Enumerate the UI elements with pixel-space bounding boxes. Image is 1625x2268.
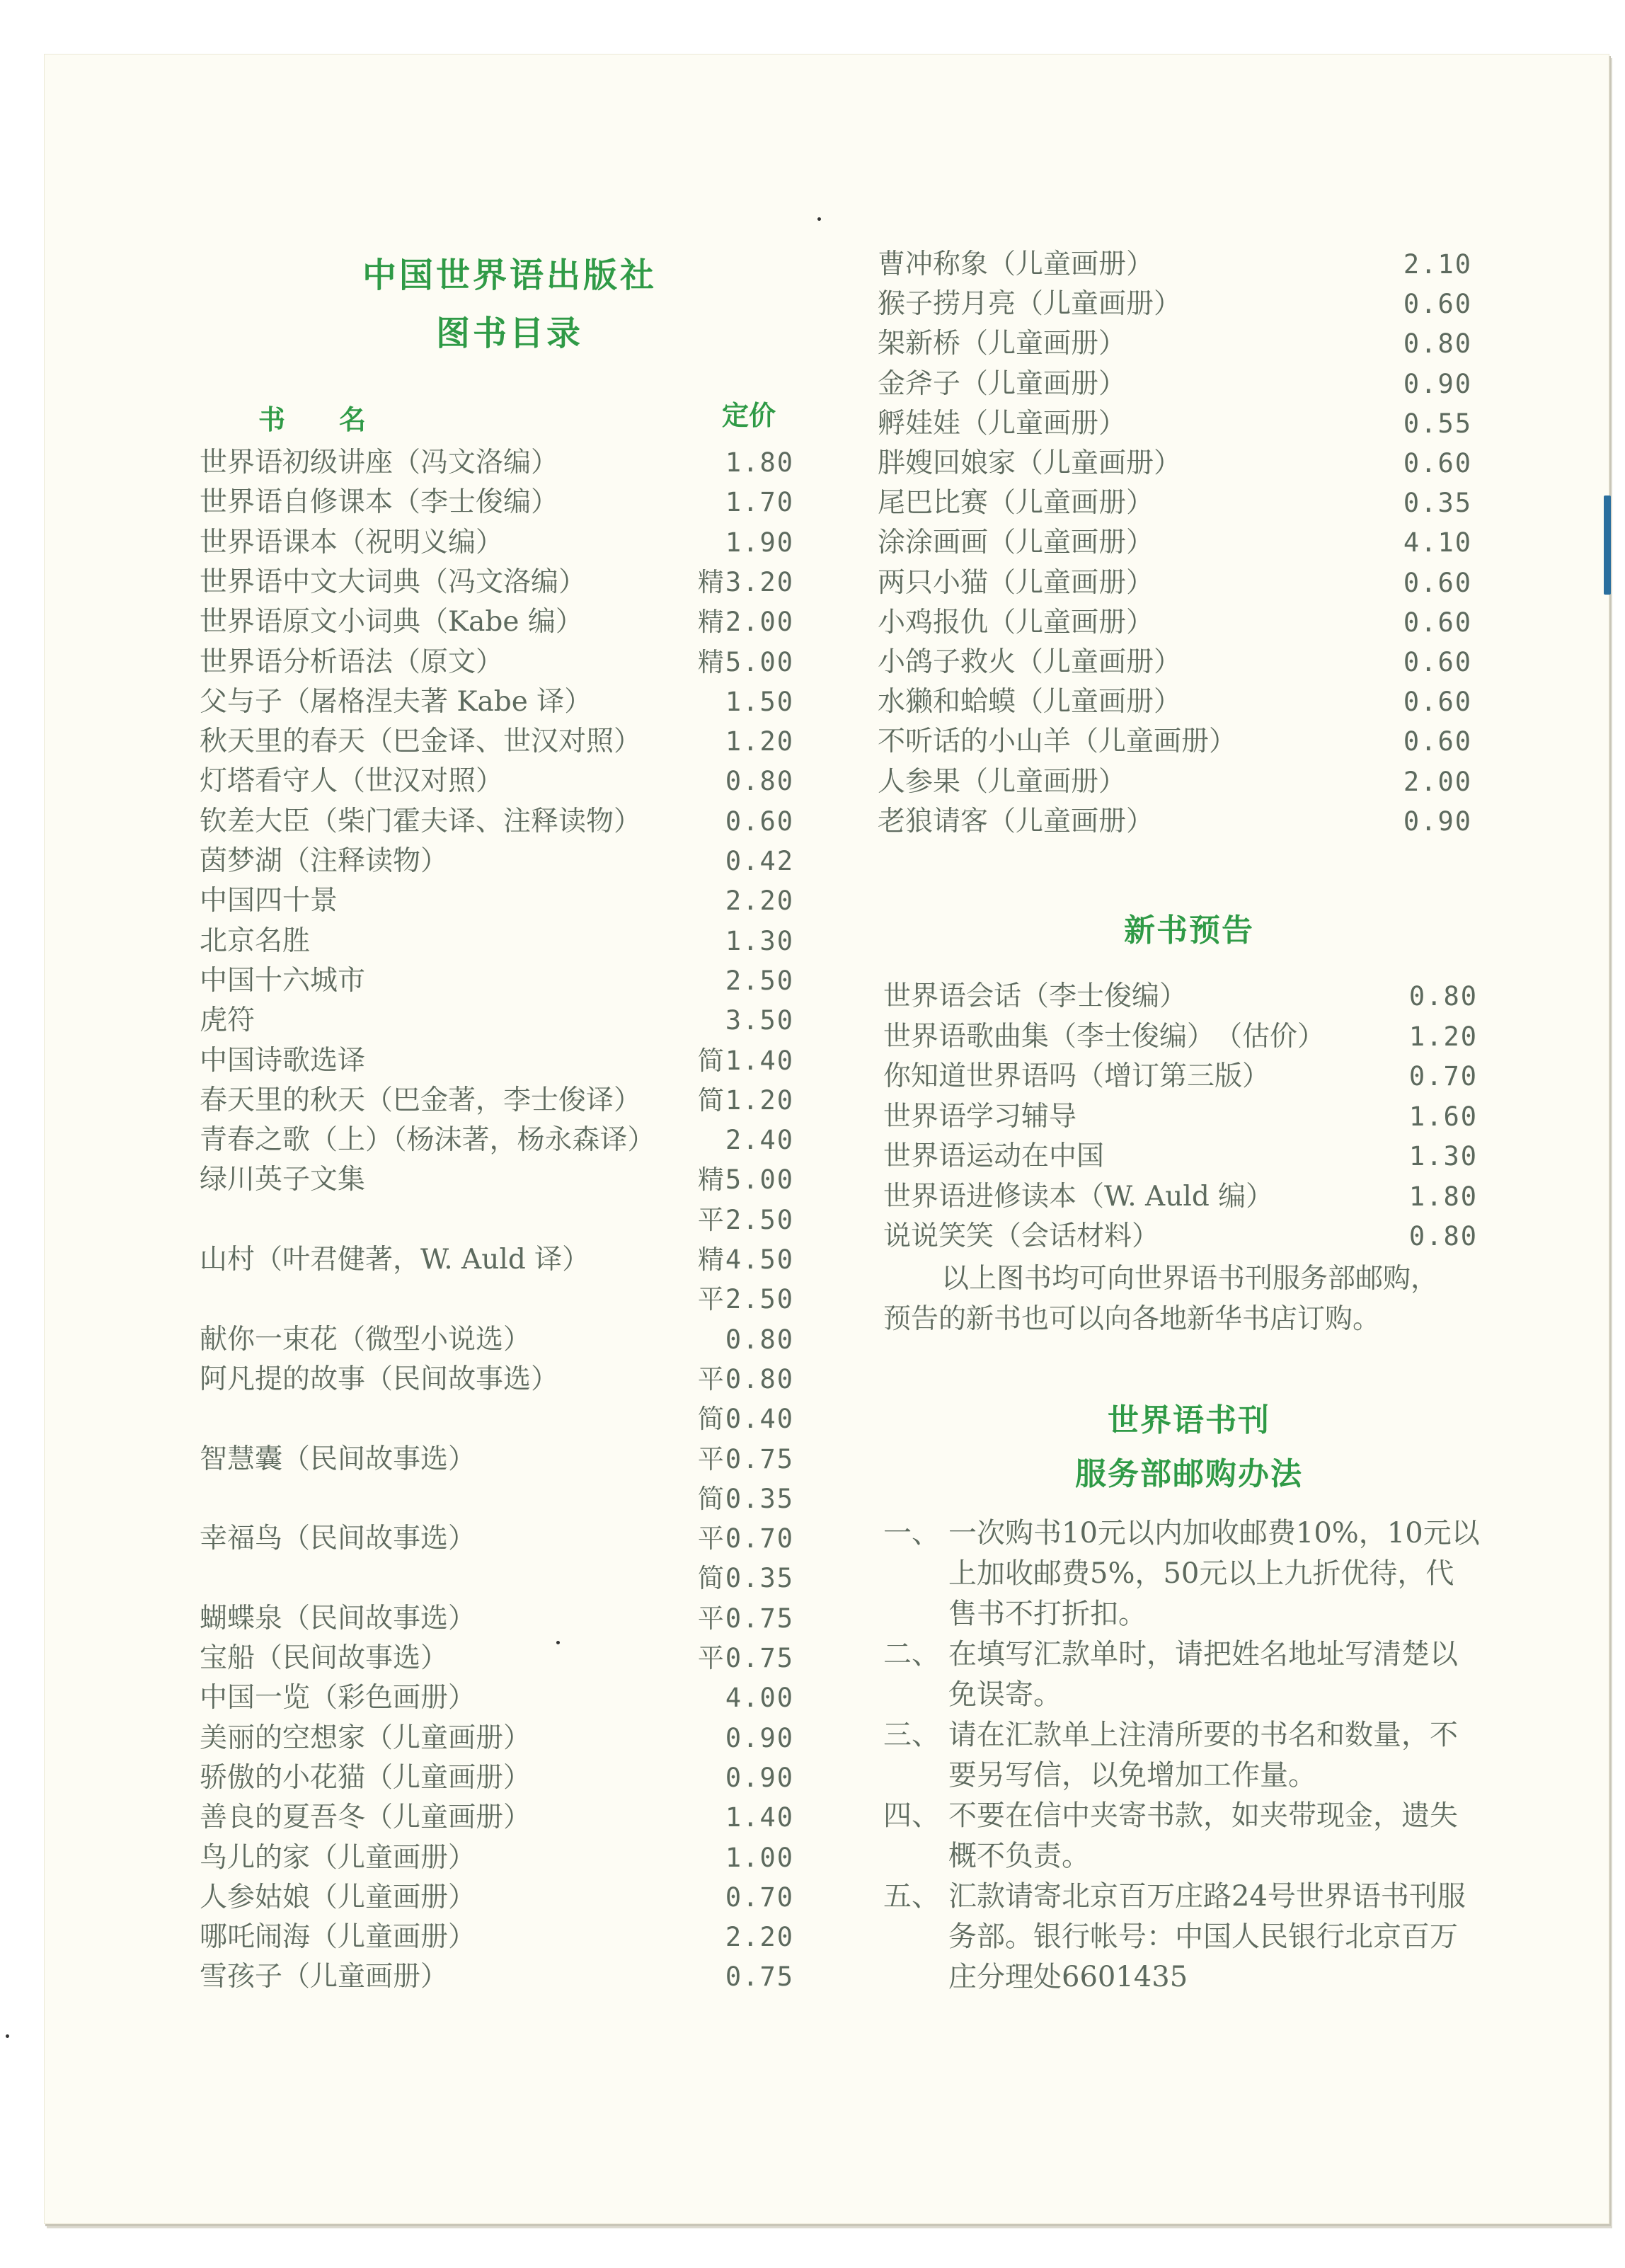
book-row <box>200 881 794 921</box>
book-price: 简0.35 <box>697 1563 794 1594</box>
book-price: 4.10 <box>1403 527 1472 559</box>
rule-number: 二、 <box>883 1638 940 1671</box>
book-title: 灯塔看守人（世汉对照） <box>200 765 504 798</box>
rule-text <box>948 1513 1493 1634</box>
book-price: 精2.00 <box>697 607 794 638</box>
mailorder-rule <box>883 1513 1506 1634</box>
rule-text <box>948 1877 1493 1998</box>
book-price: 4.00 <box>725 1683 794 1714</box>
book-row <box>878 483 1472 523</box>
book-price: 1.00 <box>725 1842 794 1873</box>
book-title: 金斧子（儿童画册） <box>878 367 1127 400</box>
book-title: 钦差大臣（柴门霍夫译、注释读物） <box>200 805 642 837</box>
book-price: 0.80 <box>1408 981 1478 1012</box>
rule-text-line: 不要在信中夹寄书款，如夹带现金，遗失 <box>948 1799 1458 1832</box>
preview-note-line: 预告的新书也可以向各地新华书店订购。 <box>883 1303 1381 1335</box>
book-row <box>878 404 1472 444</box>
book-title: 胖嫂回娘家（儿童画册） <box>878 447 1182 479</box>
book-row <box>878 245 1472 285</box>
book-row <box>200 1001 794 1041</box>
book-row <box>883 1097 1478 1137</box>
book-price: 1.80 <box>1408 1181 1478 1212</box>
book-row <box>200 1758 794 1798</box>
book-title: 中国四十景 <box>200 885 338 917</box>
book-title: 你知道世界语吗（增订第三版） <box>883 1060 1270 1092</box>
book-row <box>200 523 794 563</box>
book-price: 平0.80 <box>697 1363 794 1394</box>
book-price: 精3.20 <box>697 566 794 597</box>
book-title: 尾巴比赛（儿童画册） <box>878 487 1154 520</box>
ink-speck <box>817 217 821 221</box>
book-row <box>200 1320 794 1360</box>
book-price: 0.60 <box>1403 647 1472 677</box>
book-price: 1.90 <box>725 527 794 558</box>
book-title: 老狼请客（儿童画册） <box>878 805 1154 837</box>
book-row <box>200 1559 794 1598</box>
book-title: 中国诗歌选译 <box>200 1044 366 1077</box>
book-title: 春天里的秋天（巴金著，李士俊译） <box>200 1084 642 1116</box>
book-row <box>200 1121 794 1160</box>
book-title: 北京名胜 <box>200 924 311 957</box>
book-price: 0.90 <box>725 1722 794 1753</box>
rule-text-line: 汇款请寄北京百万庄路24号世界语书刊服 <box>948 1880 1466 1913</box>
book-price: 3.50 <box>725 1005 794 1036</box>
rule-text-line: 上加收邮费5%，50元以上九折优待，代 <box>948 1557 1454 1590</box>
book-title: 中国一览（彩色画册） <box>200 1682 476 1714</box>
book-title: 孵娃娃（儿童画册） <box>878 407 1127 440</box>
preview-note <box>883 1259 1506 1339</box>
column-header-price: 定价 <box>722 400 776 431</box>
book-price: 0.60 <box>1403 289 1472 320</box>
book-price: 2.50 <box>725 965 794 996</box>
book-row <box>200 1519 794 1559</box>
rule-text-line: 售书不打折扣。 <box>948 1598 1147 1630</box>
book-row <box>878 523 1472 563</box>
book-row <box>200 1678 794 1718</box>
book-row <box>878 603 1472 643</box>
book-title: 鸟儿的家（儿童画册） <box>200 1841 476 1874</box>
mailorder-rule <box>883 1796 1506 1877</box>
book-price: 平2.50 <box>697 1204 794 1235</box>
book-title: 青春之歌（上）（杨沫著，杨永森译） <box>200 1124 655 1157</box>
book-price: 1.30 <box>725 925 794 956</box>
book-title: 智慧囊（民间故事选） <box>200 1443 476 1475</box>
book-row <box>878 365 1472 404</box>
book-row <box>200 1838 794 1878</box>
book-price: 简0.35 <box>697 1483 794 1514</box>
book-title: 秋天里的春天（巴金译、世汉对照） <box>200 726 642 758</box>
book-price: 0.80 <box>1403 328 1472 360</box>
book-price: 简0.40 <box>697 1404 794 1435</box>
book-price: 2.20 <box>725 1922 794 1953</box>
rule-text-line: 在填写汇款单时，请把姓名地址写清楚以 <box>948 1638 1458 1671</box>
rule-number: 三、 <box>883 1719 940 1751</box>
book-price: 1.40 <box>725 1802 794 1833</box>
book-row <box>200 1719 794 1758</box>
book-title: 世界语进修读本（W. Auld 编） <box>883 1180 1274 1213</box>
ink-speck <box>6 2034 9 2038</box>
book-title: 猴子捞月亮（儿童画册） <box>878 288 1182 321</box>
book-row <box>200 1878 794 1918</box>
book-title: 世界语中文大词典（冯文洛编） <box>200 566 587 598</box>
column-header-title: 书 名 <box>258 404 367 435</box>
book-row <box>878 324 1472 364</box>
preview-note-line: 以上图书均可向世界语书刊服务部邮购， <box>941 1263 1439 1295</box>
book-price: 1.20 <box>725 726 794 757</box>
mailorder-title: 世界语书刊 <box>1108 1402 1270 1438</box>
book-row <box>200 602 794 642</box>
book-title: 架新桥（儿童画册） <box>878 328 1127 360</box>
book-title: 人参果（儿童画册） <box>878 765 1127 798</box>
book-title: 雪孩子（儿童画册） <box>200 1961 449 1993</box>
book-price: 1.70 <box>725 487 794 518</box>
rule-text <box>948 1715 1493 1796</box>
book-row <box>200 1160 794 1200</box>
book-price: 简1.20 <box>697 1084 794 1116</box>
book-price: 0.75 <box>725 1961 794 1993</box>
book-row <box>878 285 1472 324</box>
book-row <box>878 563 1472 603</box>
book-row <box>200 1957 794 1997</box>
book-title: 人参姑娘（儿童画册） <box>200 1881 476 1913</box>
book-price: 精4.50 <box>697 1244 794 1275</box>
rule-text-line: 一次购书10元以内加收邮费10%，10元以 <box>948 1517 1480 1550</box>
book-row <box>200 961 794 1001</box>
book-title: 父与子（屠格涅夫著 Kabe 译） <box>200 685 592 718</box>
book-title: 献你一束花（微型小说选） <box>200 1323 532 1356</box>
book-price: 平0.75 <box>697 1603 794 1634</box>
book-title: 世界语会话（李士俊编） <box>883 980 1188 1012</box>
book-title: 绿川英子文集 <box>200 1164 366 1196</box>
book-row <box>200 1798 794 1838</box>
book-row <box>200 802 794 842</box>
book-row <box>200 643 794 682</box>
rule-text-line: 务部。银行帐号：中国人民银行北京百万 <box>948 1920 1458 1953</box>
book-title: 涂涂画画（儿童画册） <box>878 527 1154 559</box>
book-row <box>883 1137 1478 1176</box>
book-price: 0.80 <box>1408 1221 1478 1252</box>
rule-text-line: 请在汇款单上注清所要的书名和数量，不 <box>948 1719 1458 1751</box>
book-price: 0.42 <box>725 846 794 876</box>
book-price: 精5.00 <box>697 646 794 677</box>
book-row <box>200 1440 794 1479</box>
book-title: 世界语自修课本（李士俊编） <box>200 486 559 519</box>
book-price: 0.70 <box>725 1882 794 1913</box>
rule-number: 一、 <box>883 1517 940 1550</box>
book-price: 平0.75 <box>697 1443 794 1474</box>
book-row <box>200 1240 794 1280</box>
book-price: 0.90 <box>1403 806 1472 837</box>
book-title: 幸福鸟（民间故事选） <box>200 1523 476 1555</box>
book-title: 哪吒闹海（儿童画册） <box>200 1921 476 1954</box>
rule-number: 五、 <box>883 1880 940 1913</box>
book-title: 曹冲称象（儿童画册） <box>878 248 1154 280</box>
book-price: 平0.70 <box>697 1523 794 1554</box>
book-title: 山村（叶君健著，W. Auld 译） <box>200 1244 590 1276</box>
rule-number: 四、 <box>883 1799 940 1832</box>
rule-text-line: 要另写信，以免增加工作量。 <box>948 1759 1316 1792</box>
book-row <box>883 1177 1478 1217</box>
book-price: 2.00 <box>1403 766 1472 797</box>
book-title: 蝴蝶泉（民间故事选） <box>200 1602 476 1634</box>
book-row <box>200 1639 794 1678</box>
book-price: 0.90 <box>725 1762 794 1793</box>
book-title: 不听话的小山羊（儿童画册） <box>878 726 1237 758</box>
book-price: 1.20 <box>1408 1021 1478 1052</box>
preview-title: 新书预告 <box>1124 912 1254 949</box>
book-title: 世界语歌曲集（李士俊编） （估价） <box>883 1020 1326 1053</box>
catalog-publisher-title: 中国世界语出版社 <box>362 256 657 295</box>
book-title: 世界语运动在中国 <box>883 1140 1105 1172</box>
mailorder-rule <box>883 1877 1506 1998</box>
book-title: 善良的夏吾冬（儿童画册） <box>200 1802 532 1834</box>
book-row <box>883 1057 1478 1096</box>
book-title: 骄傲的小花猫（儿童画册） <box>200 1761 532 1794</box>
book-row <box>878 682 1472 722</box>
book-title: 茵梦湖（注释读物） <box>200 845 449 877</box>
book-price: 0.70 <box>1408 1061 1478 1092</box>
book-row <box>200 842 794 881</box>
book-title: 水獭和蛤蟆（儿童画册） <box>878 686 1182 718</box>
book-title: 两只小猫（儿童画册） <box>878 566 1154 599</box>
book-row <box>200 1918 794 1957</box>
book-price: 0.60 <box>1403 607 1472 638</box>
book-price: 平2.50 <box>697 1284 794 1315</box>
rule-text-line: 庄分理处6601435 <box>948 1961 1188 1993</box>
book-price: 0.60 <box>1403 726 1472 757</box>
book-row <box>200 1081 794 1121</box>
book-title: 美丽的空想家（儿童画册） <box>200 1722 532 1754</box>
book-title: 世界语原文小词典（Kabe 编） <box>200 606 583 638</box>
book-row <box>200 1201 794 1240</box>
book-row <box>878 643 1472 682</box>
rule-text-line: 免误寄。 <box>948 1678 1062 1711</box>
book-price: 0.80 <box>725 1324 794 1355</box>
mailorder-rule <box>883 1634 1506 1715</box>
book-row <box>200 1280 794 1319</box>
book-title: 世界语课本（祝明义编） <box>200 526 504 559</box>
book-row <box>200 1360 794 1399</box>
book-row <box>878 762 1472 802</box>
book-price: 1.80 <box>725 447 794 478</box>
book-price: 0.90 <box>1403 368 1472 399</box>
book-row <box>200 443 794 483</box>
book-price: 0.35 <box>1403 488 1472 519</box>
book-row <box>200 563 794 602</box>
book-row <box>200 762 794 801</box>
book-price: 2.40 <box>725 1125 794 1156</box>
catalog-title: 图书目录 <box>435 314 583 353</box>
book-title: 虎符 <box>200 1004 255 1037</box>
book-row <box>200 483 794 522</box>
book-title: 宝船（民间故事选） <box>200 1642 449 1674</box>
book-title: 世界语初级讲座（冯文洛编） <box>200 447 559 479</box>
book-title: 世界语学习辅导 <box>883 1100 1077 1133</box>
book-price: 简1.40 <box>697 1045 794 1076</box>
binding-edge <box>1604 496 1611 595</box>
book-price: 1.60 <box>1408 1101 1478 1132</box>
book-row <box>200 1041 794 1081</box>
rule-text <box>948 1634 1493 1715</box>
book-row <box>883 977 1478 1016</box>
book-price: 1.30 <box>1408 1141 1478 1172</box>
book-title: 小鸡报仇（儿童画册） <box>878 606 1154 638</box>
book-price: 平0.75 <box>697 1643 794 1673</box>
book-price: 0.55 <box>1403 408 1472 439</box>
book-row <box>200 682 794 722</box>
book-title: 世界语分析语法（原文） <box>200 646 504 678</box>
book-row <box>878 722 1472 762</box>
book-row <box>200 1599 794 1639</box>
book-row <box>200 1479 794 1519</box>
book-price: 0.60 <box>725 806 794 837</box>
book-row <box>200 922 794 961</box>
book-row <box>878 444 1472 483</box>
rule-text-line: 概不负责。 <box>948 1840 1090 1872</box>
book-price: 2.20 <box>725 886 794 917</box>
book-row <box>883 1217 1478 1256</box>
book-price: 0.60 <box>1403 448 1472 479</box>
book-price: 精5.00 <box>697 1164 794 1196</box>
book-row <box>878 802 1472 842</box>
book-price: 1.50 <box>725 686 794 717</box>
book-price: 0.60 <box>1403 687 1472 718</box>
book-price: 0.80 <box>725 766 794 797</box>
book-price: 0.60 <box>1403 567 1472 598</box>
mailorder-rule <box>883 1715 1506 1796</box>
mailorder-subtitle: 服务部邮购办法 <box>1075 1456 1303 1492</box>
rule-text <box>948 1796 1493 1877</box>
book-title: 中国十六城市 <box>200 964 366 997</box>
book-title: 阿凡提的故事（民间故事选） <box>200 1363 559 1395</box>
book-price: 2.10 <box>1403 249 1472 280</box>
book-row <box>200 722 794 762</box>
book-row <box>883 1017 1478 1057</box>
book-title: 小鸽子救火（儿童画册） <box>878 646 1182 678</box>
book-row <box>200 1399 794 1439</box>
book-title: 说说笑笑（会话材料） <box>883 1220 1160 1252</box>
